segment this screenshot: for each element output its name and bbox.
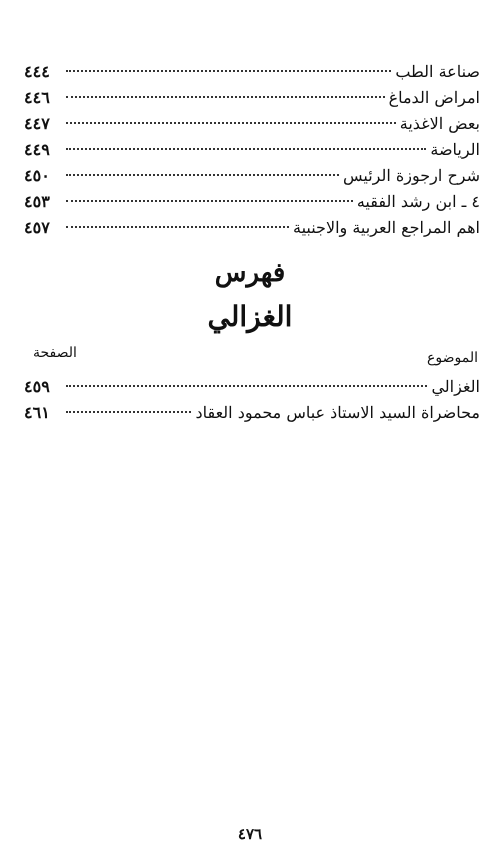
page-number: ٤٧٦ <box>237 825 263 843</box>
toc-entry-page: ٤٥٧ <box>24 218 50 237</box>
toc-entry-page: ٤٥٠ <box>24 166 50 185</box>
toc-entry <box>24 403 480 429</box>
toc-entry-title: شرح ارجوزة الرئيس <box>343 166 480 185</box>
toc-entry-title: صناعة الطب <box>395 62 480 81</box>
index-subheading: الغزالي <box>207 300 293 333</box>
toc-entry-page: ٤٤٤ <box>24 62 50 81</box>
toc-entry <box>24 166 480 192</box>
toc-entry-page: ٤٤٦ <box>24 88 50 107</box>
bottom-toc-list <box>24 377 480 429</box>
index-heading: فهرس <box>214 258 286 288</box>
dot-leader <box>66 411 191 413</box>
toc-entry-page: ٤٤٧ <box>24 114 50 133</box>
toc-entry-page: ٤٤٩ <box>24 140 50 159</box>
column-topic-label: الموضوع <box>427 350 478 366</box>
toc-entry-title: امراض الدماغ <box>388 88 480 107</box>
toc-entry-title: الغزالي <box>431 377 480 396</box>
dot-leader <box>66 122 396 124</box>
toc-entry <box>24 192 480 218</box>
toc-entry-page: ٤٦١ <box>24 403 50 422</box>
toc-entry <box>24 114 480 140</box>
column-page-label: الصفحة <box>33 345 77 361</box>
dot-leader <box>66 70 391 72</box>
toc-entry <box>24 377 480 403</box>
dot-leader <box>66 200 353 202</box>
dot-leader <box>66 96 385 98</box>
toc-entry-page: ٤٥٣ <box>24 192 50 211</box>
toc-entry <box>24 140 480 166</box>
toc-entry-title: محاضراة السيد الاستاذ عباس محمود العقاد <box>195 403 480 422</box>
dot-leader <box>66 148 426 150</box>
toc-entry <box>24 218 480 244</box>
dot-leader <box>66 174 339 176</box>
toc-entry-title: الرياضة <box>430 140 480 159</box>
toc-entry-title: ٤ ـ ابن رشد الفقيه <box>356 192 480 211</box>
toc-entry-title: اهم المراجع العربية والاجنبية <box>292 218 480 237</box>
top-toc-list <box>24 62 480 244</box>
toc-entry <box>24 62 480 88</box>
toc-entry <box>24 88 480 114</box>
toc-entry-page: ٤٥٩ <box>24 377 50 396</box>
dot-leader <box>66 226 289 228</box>
toc-entry-title: بعض الاغذية <box>399 114 480 133</box>
dot-leader <box>66 385 427 387</box>
